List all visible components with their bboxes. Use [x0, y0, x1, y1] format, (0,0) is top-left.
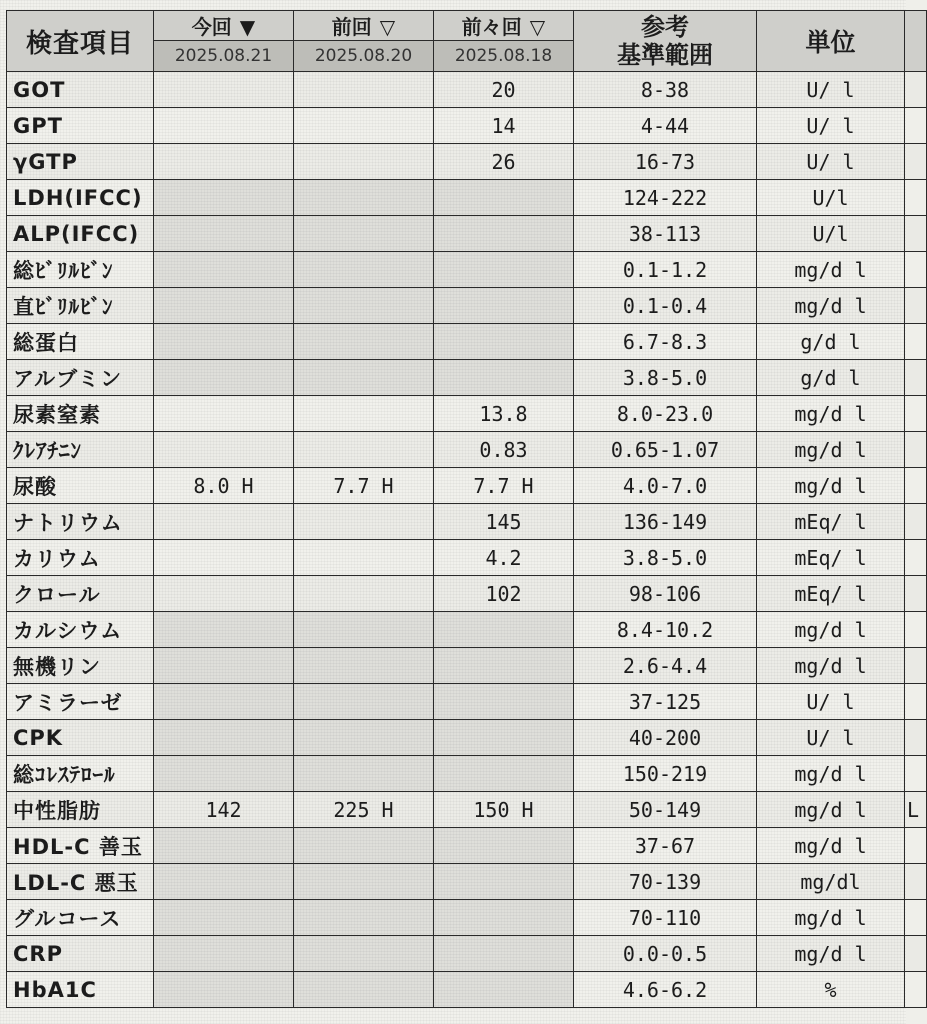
extra-flag [905, 972, 927, 1008]
header-before-previous-label: 前々回 [461, 15, 522, 39]
reference-range: 0.0-0.5 [574, 936, 757, 972]
extra-flag [905, 864, 927, 900]
header-previous [294, 11, 434, 41]
value-previous [294, 828, 434, 864]
value-before-previous: 13.8 [434, 396, 574, 432]
header-reference-line1: 参考 [641, 13, 689, 41]
extra-flag [905, 108, 927, 144]
value-before-previous [434, 936, 574, 972]
value-before-previous [434, 756, 574, 792]
unit: mg/d l [757, 792, 905, 828]
value-before-previous: 150 H [434, 792, 574, 828]
header-previous-label: 前回 [331, 15, 372, 39]
value-previous [294, 504, 434, 540]
header-current [154, 11, 294, 41]
test-name: 尿酸 [7, 468, 154, 504]
unit: mg/d l [757, 288, 905, 324]
reference-range: 70-139 [574, 864, 757, 900]
triangle-down-outline-icon: ▽ [379, 15, 396, 39]
test-name: LDH(IFCC) [7, 180, 154, 216]
reference-range: 37-125 [574, 684, 757, 720]
value-current [154, 684, 294, 720]
value-current [154, 648, 294, 684]
value-before-previous: 7.7 H [434, 468, 574, 504]
value-current: 142 [154, 792, 294, 828]
unit: mEq/ l [757, 504, 905, 540]
table-row [7, 864, 927, 900]
value-before-previous [434, 684, 574, 720]
test-name: ナトリウム [7, 504, 154, 540]
value-before-previous: 26 [434, 144, 574, 180]
value-before-previous: 0.83 [434, 432, 574, 468]
unit: U/ l [757, 108, 905, 144]
extra-flag [905, 936, 927, 972]
table-row [7, 108, 927, 144]
extra-flag [905, 540, 927, 576]
extra-flag [905, 684, 927, 720]
test-name: GPT [7, 108, 154, 144]
value-current [154, 216, 294, 252]
value-current [154, 540, 294, 576]
value-current [154, 612, 294, 648]
test-name: カリウム [7, 540, 154, 576]
unit: mg/d l [757, 756, 905, 792]
table-row [7, 360, 927, 396]
value-current [154, 324, 294, 360]
table-row [7, 504, 927, 540]
table-row [7, 432, 927, 468]
value-previous [294, 72, 434, 108]
test-name: 直ﾋﾞﾘﾙﾋﾞﾝ [7, 288, 154, 324]
test-name: 尿素窒素 [7, 396, 154, 432]
test-name: クロール [7, 576, 154, 612]
value-current [154, 252, 294, 288]
value-before-previous [434, 648, 574, 684]
header-current-label: 今回 [191, 15, 232, 39]
test-name: ｸﾚｱﾁﾆﾝ [7, 432, 154, 468]
test-name: LDL-C 悪玉 [7, 864, 154, 900]
table-row [7, 936, 927, 972]
table-row [7, 576, 927, 612]
value-before-previous: 14 [434, 108, 574, 144]
value-current [154, 180, 294, 216]
unit: mEq/ l [757, 540, 905, 576]
value-previous [294, 720, 434, 756]
reference-range: 124-222 [574, 180, 757, 216]
value-before-previous [434, 180, 574, 216]
value-previous [294, 756, 434, 792]
table-row [7, 828, 927, 864]
value-before-previous: 102 [434, 576, 574, 612]
table-row [7, 396, 927, 432]
table-row [7, 468, 927, 504]
value-current [154, 432, 294, 468]
unit: mg/d l [757, 468, 905, 504]
value-current [154, 360, 294, 396]
reference-range: 2.6-4.4 [574, 648, 757, 684]
table-row [7, 720, 927, 756]
value-previous [294, 324, 434, 360]
extra-flag [905, 180, 927, 216]
value-before-previous [434, 252, 574, 288]
reference-range: 50-149 [574, 792, 757, 828]
value-previous [294, 612, 434, 648]
extra-flag [905, 576, 927, 612]
value-previous [294, 396, 434, 432]
header-extra [905, 11, 927, 72]
value-before-previous [434, 612, 574, 648]
table-row [7, 324, 927, 360]
unit: mg/d l [757, 900, 905, 936]
test-name: 総ｺﾚｽﾃﾛｰﾙ [7, 756, 154, 792]
header-item: 検査項目 [7, 11, 154, 72]
value-before-previous [434, 216, 574, 252]
value-previous [294, 432, 434, 468]
value-before-previous [434, 288, 574, 324]
table-row [7, 792, 927, 828]
value-before-previous: 145 [434, 504, 574, 540]
unit: U/ l [757, 720, 905, 756]
unit: mg/d l [757, 936, 905, 972]
reference-range: 150-219 [574, 756, 757, 792]
test-name: 中性脂肪 [7, 792, 154, 828]
reference-range: 136-149 [574, 504, 757, 540]
extra-flag [905, 468, 927, 504]
test-name: CPK [7, 720, 154, 756]
value-current [154, 108, 294, 144]
unit: mg/d l [757, 648, 905, 684]
value-before-previous [434, 864, 574, 900]
value-current [154, 72, 294, 108]
extra-flag [905, 504, 927, 540]
table-row [7, 684, 927, 720]
value-current [154, 144, 294, 180]
value-current: 8.0 H [154, 468, 294, 504]
reference-range: 6.7-8.3 [574, 324, 757, 360]
table-row [7, 216, 927, 252]
table-body [7, 72, 927, 1008]
header-before-previous [434, 11, 574, 41]
value-current [154, 396, 294, 432]
unit: U/ l [757, 684, 905, 720]
value-previous: 7.7 H [294, 468, 434, 504]
reference-range: 0.1-1.2 [574, 252, 757, 288]
extra-flag [905, 828, 927, 864]
value-previous [294, 180, 434, 216]
triangle-down-filled-icon: ▼ [239, 15, 256, 39]
header-previous-date: 2025.08.20 [294, 41, 434, 72]
reference-range: 4.0-7.0 [574, 468, 757, 504]
header-reference-range [574, 11, 757, 72]
extra-flag [905, 72, 927, 108]
test-name: ALP(IFCC) [7, 216, 154, 252]
value-previous [294, 360, 434, 396]
unit: mg/d l [757, 396, 905, 432]
reference-range: 4-44 [574, 108, 757, 144]
reference-range: 4.6-6.2 [574, 972, 757, 1008]
unit: U/ l [757, 144, 905, 180]
test-name: カルシウム [7, 612, 154, 648]
table-row [7, 72, 927, 108]
value-current [154, 504, 294, 540]
extra-flag [905, 612, 927, 648]
header-unit: 単位 [757, 11, 905, 72]
value-before-previous: 4.2 [434, 540, 574, 576]
reference-range: 8.0-23.0 [574, 396, 757, 432]
value-previous [294, 288, 434, 324]
extra-flag [905, 432, 927, 468]
table-row [7, 756, 927, 792]
extra-flag: L [905, 792, 927, 828]
unit: mEq/ l [757, 576, 905, 612]
value-current [154, 972, 294, 1008]
value-previous [294, 108, 434, 144]
reference-range: 8.4-10.2 [574, 612, 757, 648]
unit: mg/d l [757, 612, 905, 648]
extra-flag [905, 396, 927, 432]
table-row [7, 252, 927, 288]
table-row [7, 900, 927, 936]
header-current-date: 2025.08.21 [154, 41, 294, 72]
test-name: γGTP [7, 144, 154, 180]
value-before-previous [434, 828, 574, 864]
table-row [7, 144, 927, 180]
test-name: 無機リン [7, 648, 154, 684]
unit: g/d l [757, 360, 905, 396]
reference-range: 3.8-5.0 [574, 540, 757, 576]
header-before-previous-date: 2025.08.18 [434, 41, 574, 72]
test-name: グルコース [7, 900, 154, 936]
value-before-previous: 20 [434, 72, 574, 108]
reference-range: 70-110 [574, 900, 757, 936]
extra-flag [905, 144, 927, 180]
value-current [154, 900, 294, 936]
test-name: アルブミン [7, 360, 154, 396]
reference-range: 8-38 [574, 72, 757, 108]
value-previous [294, 900, 434, 936]
reference-range: 0.65-1.07 [574, 432, 757, 468]
lab-results-table [6, 10, 927, 1008]
test-name: GOT [7, 72, 154, 108]
reference-range: 98-106 [574, 576, 757, 612]
value-previous [294, 144, 434, 180]
value-current [154, 864, 294, 900]
extra-flag [905, 252, 927, 288]
extra-flag [905, 324, 927, 360]
reference-range: 3.8-5.0 [574, 360, 757, 396]
value-previous [294, 936, 434, 972]
test-name: 総蛋白 [7, 324, 154, 360]
test-name: アミラーゼ [7, 684, 154, 720]
unit: mg/d l [757, 828, 905, 864]
table-row [7, 540, 927, 576]
unit: mg/d l [757, 432, 905, 468]
value-current [154, 756, 294, 792]
value-before-previous [434, 720, 574, 756]
extra-flag [905, 216, 927, 252]
extra-flag [905, 756, 927, 792]
unit: U/ l [757, 72, 905, 108]
test-name: CRP [7, 936, 154, 972]
extra-flag [905, 720, 927, 756]
value-current [154, 288, 294, 324]
table-row [7, 180, 927, 216]
value-previous: 225 H [294, 792, 434, 828]
test-name: HbA1C [7, 972, 154, 1008]
test-name: 総ﾋﾞﾘﾙﾋﾞﾝ [7, 252, 154, 288]
value-before-previous [434, 324, 574, 360]
extra-flag [905, 900, 927, 936]
reference-range: 38-113 [574, 216, 757, 252]
value-before-previous [434, 360, 574, 396]
unit: mg/dl [757, 864, 905, 900]
reference-range: 37-67 [574, 828, 757, 864]
table-row [7, 972, 927, 1008]
value-previous [294, 576, 434, 612]
value-current [154, 720, 294, 756]
value-before-previous [434, 972, 574, 1008]
header-reference-line2: 基準範囲 [617, 41, 713, 69]
table-header [7, 11, 927, 72]
unit: g/d l [757, 324, 905, 360]
table-row [7, 612, 927, 648]
reference-range: 40-200 [574, 720, 757, 756]
value-current [154, 936, 294, 972]
value-previous [294, 972, 434, 1008]
triangle-down-outline-icon: ▽ [529, 15, 546, 39]
value-previous [294, 648, 434, 684]
unit: mg/d l [757, 252, 905, 288]
extra-flag [905, 360, 927, 396]
value-before-previous [434, 900, 574, 936]
unit: U/l [757, 216, 905, 252]
value-current [154, 828, 294, 864]
reference-range: 16-73 [574, 144, 757, 180]
value-previous [294, 540, 434, 576]
value-previous [294, 864, 434, 900]
table-row [7, 648, 927, 684]
reference-range: 0.1-0.4 [574, 288, 757, 324]
value-previous [294, 684, 434, 720]
value-previous [294, 252, 434, 288]
unit: U/l [757, 180, 905, 216]
extra-flag [905, 648, 927, 684]
table-row [7, 288, 927, 324]
value-current [154, 576, 294, 612]
extra-flag [905, 288, 927, 324]
unit: % [757, 972, 905, 1008]
value-previous [294, 216, 434, 252]
test-name: HDL-C 善玉 [7, 828, 154, 864]
